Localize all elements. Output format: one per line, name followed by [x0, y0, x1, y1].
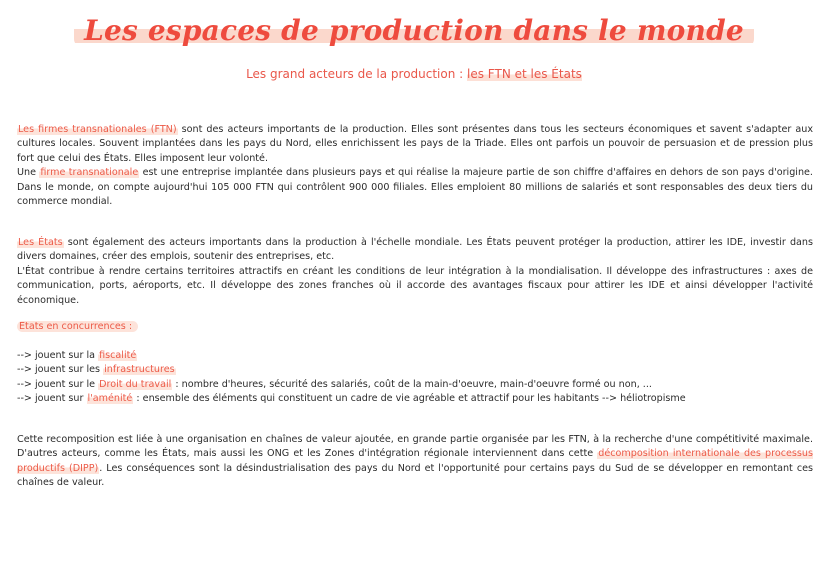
list-item-key: fiscalité: [99, 350, 137, 361]
list-item-key: infrastructures: [104, 364, 175, 376]
title-container: [0, 14, 828, 47]
paragraph-ftn: [17, 123, 813, 209]
recomposition-prefix: Cette recomposition est liée à une organisation en chaînes de valeur ajoutée, en grande partie organisée par les FTN, à la recherche d'une compétitivité maximale. D'autres acteurs, comme les États, mais aussi les ONG et les Zones d'intégration régionale interviennent dans cette: [17, 434, 813, 460]
list-item-prefix: --> jouent sur la: [17, 350, 99, 361]
key-term-firme: firme transnationale: [40, 167, 139, 179]
list-item: [17, 378, 813, 392]
list-item-prefix: --> jouent sur: [17, 393, 87, 405]
page-title: Les espaces de production dans le monde: [74, 14, 754, 47]
page-subtitle: [0, 67, 828, 81]
etats-text: sont également des acteurs importants dans la production à l'échelle mondiale. Les États peuvent protéger la production, attirer les IDE, investir dans divers domaines, créer des emplois, soutenir des entreprises, etc.: [17, 237, 813, 263]
etats-detail: L'État contribue à rendre certains territoires attractifs en créant les conditions de leur intégration à la mondialisation. Il développe des infrastructures : axes de communication, ports, aéroports, etc. Il développe des zones franches où il accorde des avantages fiscaux pour attirer les IDE et ainsi développer l'activité économique.: [17, 265, 813, 306]
list-item-text: : ensemble des éléments qui constituent un cadre de vie agréable et attractif pour les habitants --> héliotropisme: [133, 393, 686, 405]
subtitle-highlight: les FTN et les États: [467, 67, 582, 81]
list-item-key: l'aménité: [87, 393, 133, 405]
key-term-dipp: décomposition internationale des processus productifs (DIPP): [17, 448, 813, 474]
key-term-etats: Les États: [18, 237, 63, 248]
ftn-detail: [17, 166, 813, 209]
paragraph-recomposition: [17, 433, 813, 491]
list-item-text: : nombre d'heures, sécurité des salariés, coût de la main-d'oeuvre, main-d'oeuvre formé ou non, ...: [172, 378, 652, 390]
competition-label: Etats en concurrences :: [17, 321, 138, 332]
ftn-definition: [17, 123, 813, 166]
list-item-prefix: --> jouent sur les: [17, 364, 104, 376]
list-item: [17, 363, 813, 377]
etats-intro: [17, 236, 813, 265]
list-item: [17, 349, 813, 363]
paragraph-etats: [17, 236, 813, 308]
list-item-prefix: --> jouent sur le: [17, 378, 99, 390]
recomposition-rest: . Les conséquences sont la désindustrialisation des pays du Nord et l'opportunité pour certains pays du Sud de se développer en remontant ces chaînes de valeur.: [17, 462, 813, 489]
competition-list: [17, 349, 813, 407]
list-item: [17, 392, 813, 406]
key-term-ftn: Les firmes transnationales (FTN): [18, 124, 177, 135]
recomposition-text: [17, 433, 813, 491]
ftn-detail-text: est une entreprise implantée dans plusieurs pays et qui réalise la majeure partie de son chiffre d'affaires en dehors de son pays d'origine. Dans le monde, on compte aujourd'hui 105 000 FTN qui contrôlent 900 000 filiales. Elles emploient 80 millions de salariés et sont responsables des deux tiers du commerce mondial.: [17, 167, 813, 208]
ftn-text: sont des acteurs importants de la production. Elles sont présentes dans tous les secteurs économiques et savent s'adapter aux cultures locales. Souvent implantées dans les pays du Nord, elles enrichissent les pays de la Triade. Elles ont parfois un pouvoir de persuasion et de pression plus fort que celui des États. Elles imposent leur volonté.: [17, 124, 813, 164]
list-item-key: Droit du travail: [99, 378, 172, 390]
ftn-detail-prefix: Une: [17, 167, 40, 179]
subtitle-prefix: Les grand acteurs de la production :: [246, 67, 468, 81]
